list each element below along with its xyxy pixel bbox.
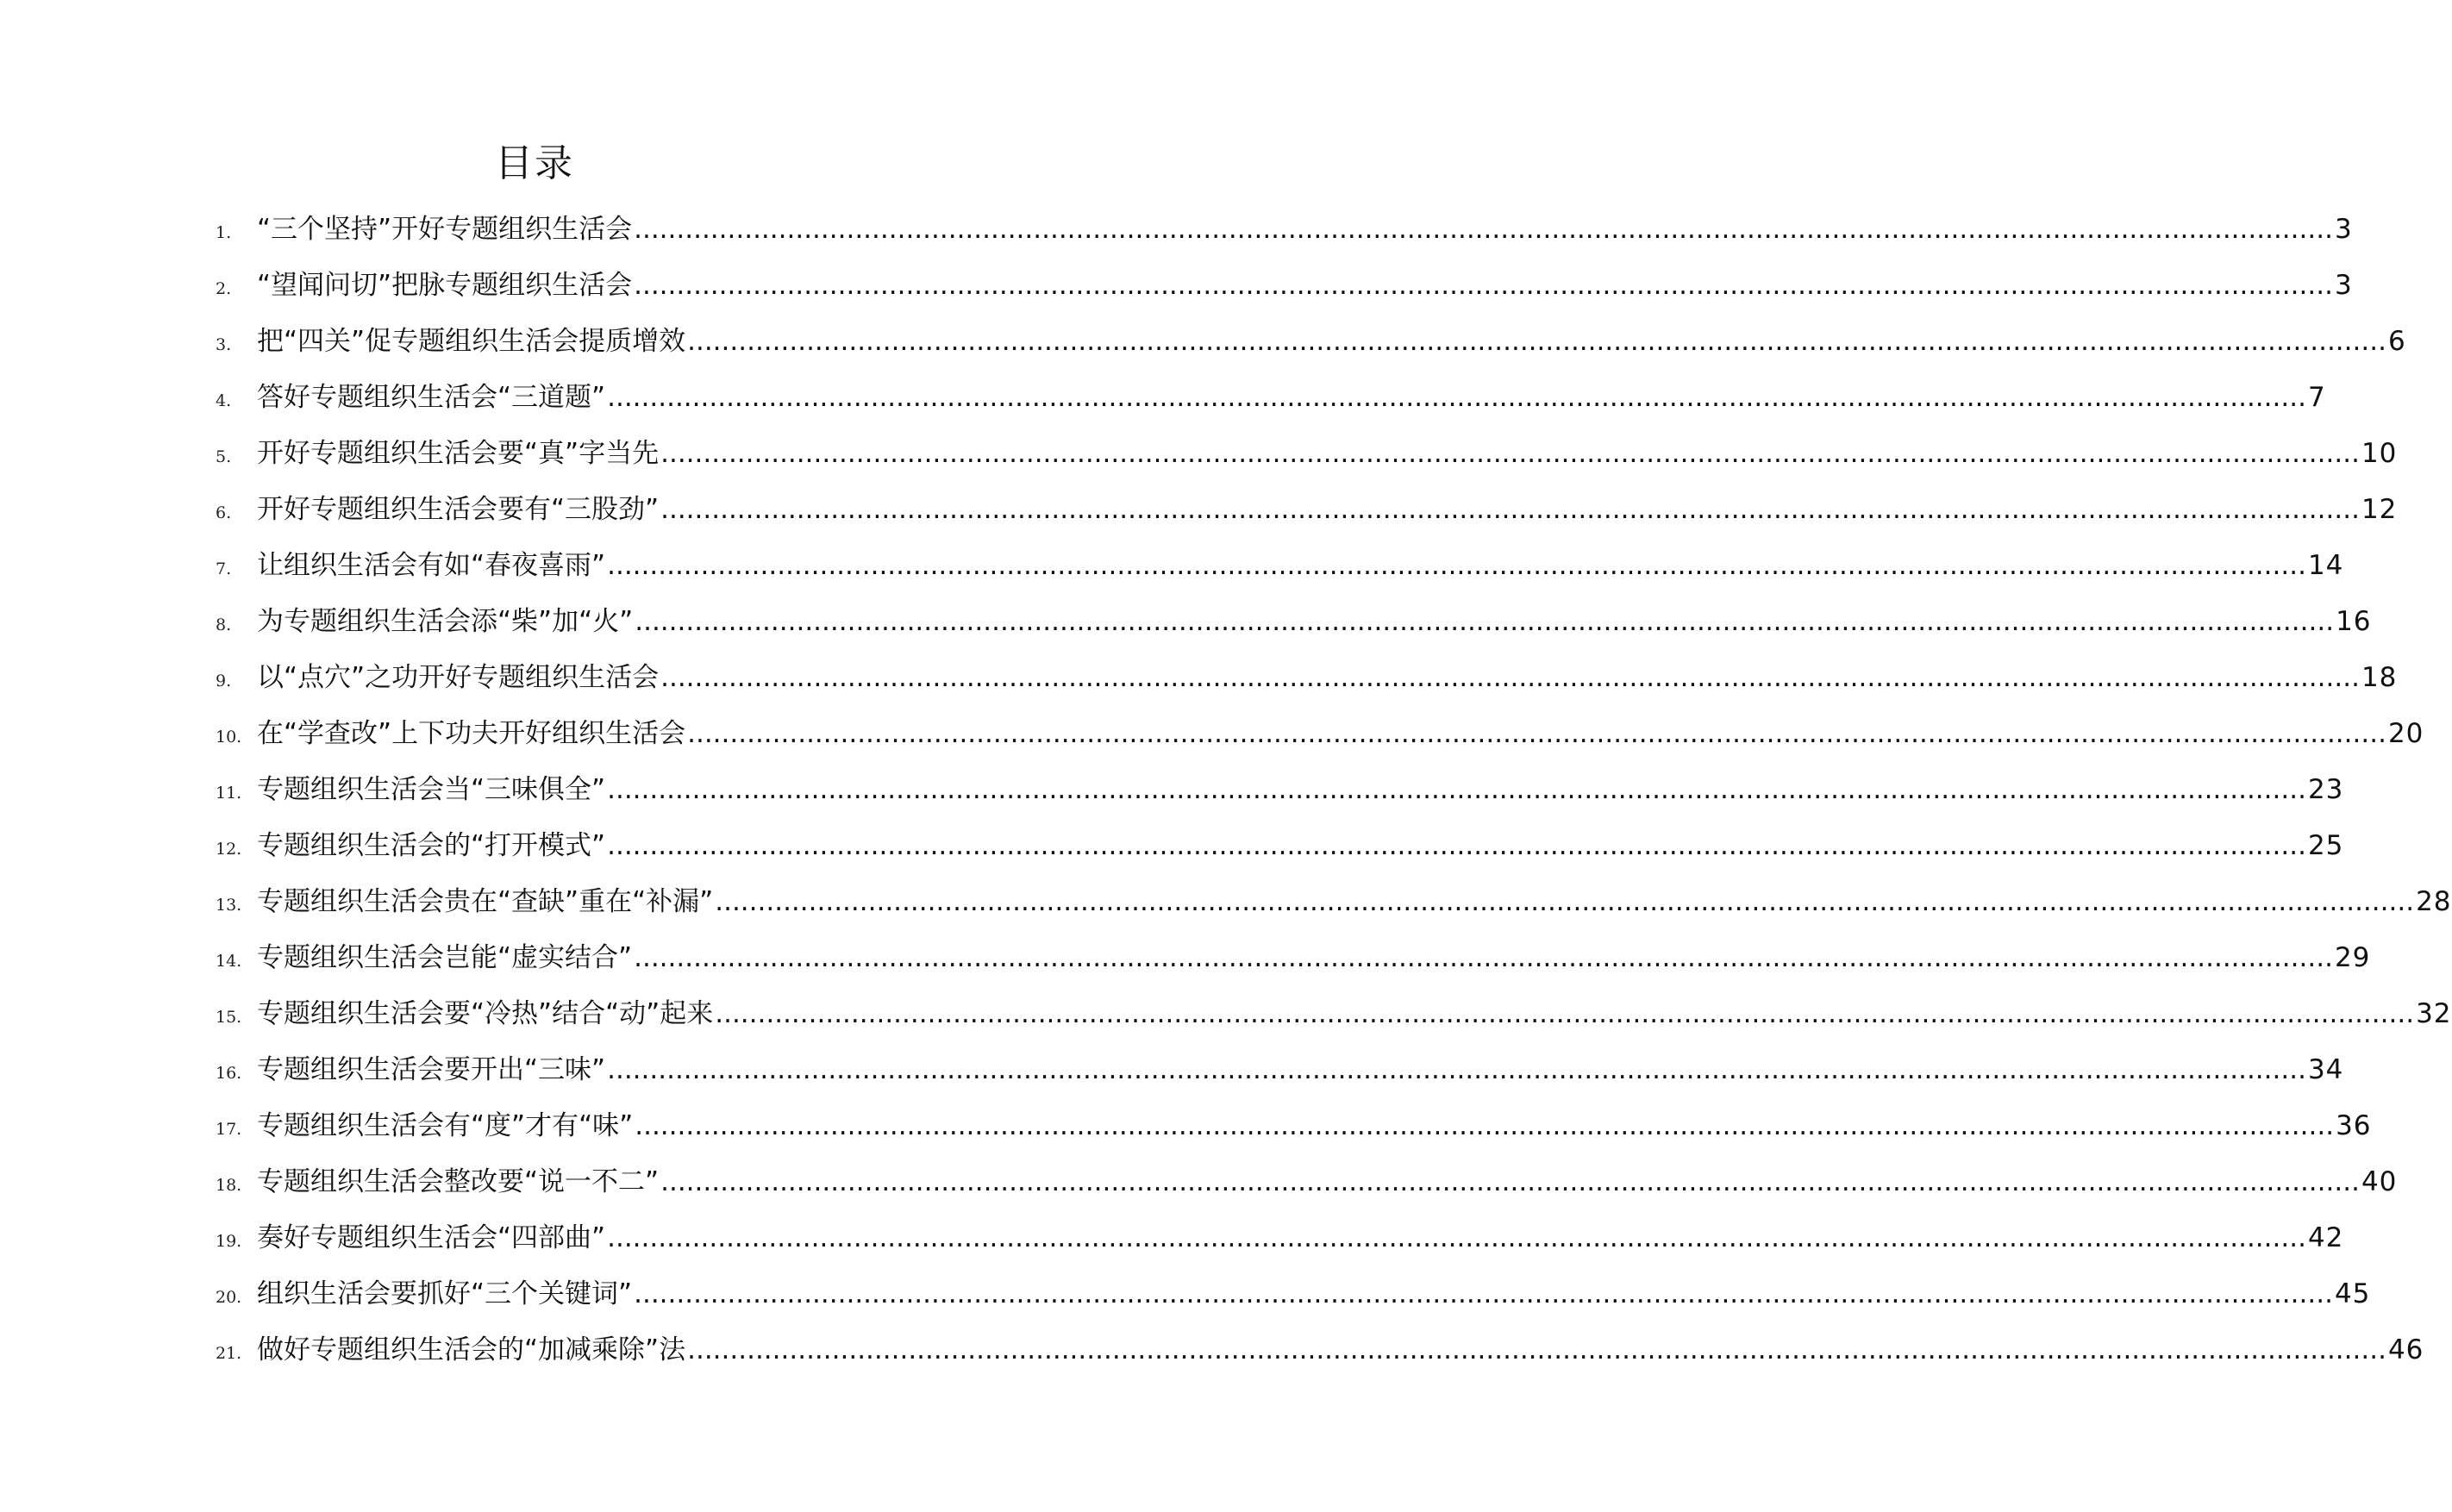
toc-entry-page-number: 3 bbox=[2334, 270, 2353, 301]
toc-entry-number: 11. bbox=[216, 784, 242, 803]
toc-entry-title: 在“学查改”上下功夫开好组织生活会 bbox=[257, 718, 686, 749]
toc-entry-title: “三个坚持”开好专题组织生活会 bbox=[257, 214, 633, 245]
toc-entry-page-number: 25 bbox=[2307, 830, 2344, 861]
toc-entry-number: 18. bbox=[216, 1176, 242, 1195]
toc-entry[interactable] bbox=[216, 202, 2353, 258]
toc-entry-page-number: 28 bbox=[2416, 886, 2452, 917]
toc-entry-number: 9. bbox=[216, 672, 232, 690]
toc-dot-leader: ........................................................................................................................................................................................................ bbox=[635, 1110, 2335, 1141]
toc-entry-title: 做好专题组织生活会的“加减乘除”法 bbox=[257, 1334, 686, 1365]
toc-entry-page-number: 14 bbox=[2307, 550, 2344, 581]
toc-entry-number: 8. bbox=[216, 615, 232, 634]
toc-entry-page-number: 16 bbox=[2336, 606, 2372, 637]
toc-entry[interactable] bbox=[216, 818, 2344, 874]
toc-entry-page-number: 29 bbox=[2334, 942, 2371, 973]
toc-entry-number: 12. bbox=[216, 840, 242, 859]
toc-dot-leader: ........................................................................................................................................................................................................ bbox=[660, 662, 2360, 693]
toc-entry-number: 2. bbox=[216, 279, 232, 298]
toc-entry[interactable] bbox=[216, 762, 2344, 818]
toc-entry-title: 答好专题组织生活会“三道题” bbox=[257, 382, 606, 413]
toc-entry-title: 让组织生活会有如“春夜喜雨” bbox=[257, 550, 606, 581]
toc-entry[interactable] bbox=[216, 1042, 2344, 1098]
toc-dot-leader: ........................................................................................................................................................................................................ bbox=[634, 1278, 2333, 1309]
toc-entry-page-number: 23 bbox=[2307, 774, 2344, 805]
toc-entry-number: 19. bbox=[216, 1232, 242, 1251]
toc-entry-number: 14. bbox=[216, 952, 242, 971]
toc-dot-leader: ........................................................................................................................................................................................................ bbox=[660, 494, 2360, 525]
toc-entry-number: 10. bbox=[216, 728, 242, 747]
toc-entry-number: 1. bbox=[216, 223, 232, 242]
toc-entry-number: 5. bbox=[216, 447, 232, 466]
toc-entry[interactable] bbox=[216, 930, 2371, 986]
toc-dot-leader: ........................................................................................................................................................................................................ bbox=[660, 1166, 2360, 1197]
toc-dot-leader: ........................................................................................................................................................................................................ bbox=[715, 886, 2415, 917]
toc-entry-page-number: 45 bbox=[2334, 1278, 2371, 1309]
toc-entry-title: 专题组织生活会整改要“说一不二” bbox=[257, 1166, 660, 1197]
toc-dot-leader: ........................................................................................................................................................................................................ bbox=[634, 214, 2333, 245]
toc-dot-leader: ........................................................................................................................................................................................................ bbox=[607, 774, 2306, 805]
toc-entry-number: 21. bbox=[216, 1344, 242, 1363]
toc-entry-title: 组织生活会要抓好“三个关键词” bbox=[257, 1278, 633, 1309]
toc-entry-title: 专题组织生活会贵在“查缺”重在“补漏” bbox=[257, 886, 714, 917]
toc-entry-page-number: 46 bbox=[2387, 1334, 2424, 1365]
toc-entry-page-number: 3 bbox=[2334, 214, 2353, 245]
toc-entry[interactable] bbox=[216, 1098, 2372, 1154]
toc-entry-page-number: 40 bbox=[2361, 1166, 2398, 1197]
toc-entry-title: 开好专题组织生活会要有“三股劲” bbox=[257, 494, 660, 525]
toc-entry-page-number: 6 bbox=[2387, 326, 2406, 357]
toc-entry-number: 4. bbox=[216, 391, 232, 410]
toc-entry-title: 专题组织生活会的“打开模式” bbox=[257, 830, 606, 861]
toc-dot-leader: ........................................................................................................................................................................................................ bbox=[715, 998, 2415, 1029]
toc-entry[interactable] bbox=[216, 482, 2398, 538]
toc-entry-number: 15. bbox=[216, 1008, 242, 1027]
toc-entry-title: 专题组织生活会当“三味俱全” bbox=[257, 774, 606, 805]
toc-entry[interactable] bbox=[216, 258, 2353, 314]
toc-dot-leader: ........................................................................................................................................................................................................ bbox=[607, 550, 2306, 581]
toc-entry-page-number: 32 bbox=[2416, 998, 2452, 1029]
toc-entry-number: 16. bbox=[216, 1064, 242, 1083]
toc-entry-title: 开好专题组织生活会要“真”字当先 bbox=[257, 438, 660, 469]
toc-entry-title: 专题组织生活会有“度”才有“味” bbox=[257, 1110, 634, 1141]
toc-entry-title: 以“点穴”之功开好专题组织生活会 bbox=[257, 662, 660, 693]
toc-entry-page-number: 34 bbox=[2307, 1054, 2344, 1085]
toc-dot-leader: ........................................................................................................................................................................................................ bbox=[607, 1222, 2306, 1253]
toc-entry[interactable] bbox=[216, 874, 2452, 930]
toc-dot-leader: ........................................................................................................................................................................................................ bbox=[687, 718, 2386, 749]
toc-dot-leader: ........................................................................................................................................................................................................ bbox=[635, 606, 2335, 637]
toc-entry[interactable] bbox=[216, 650, 2398, 706]
toc-entry-title: 奏好专题组织生活会“四部曲” bbox=[257, 1222, 606, 1253]
toc-entry[interactable] bbox=[216, 1154, 2398, 1210]
toc-entry-number: 13. bbox=[216, 896, 242, 915]
toc-entry-title: 专题组织生活会要“冷热”结合“动”起来 bbox=[257, 998, 714, 1029]
toc-dot-leader: ........................................................................................................................................................................................................ bbox=[634, 270, 2333, 301]
toc-entry[interactable] bbox=[216, 1266, 2371, 1322]
toc-entry-number: 3. bbox=[216, 335, 232, 354]
toc-title: 目录 bbox=[495, 141, 574, 185]
toc-entry-title: “望闻问切”把脉专题组织生活会 bbox=[257, 270, 633, 301]
toc-dot-leader: ........................................................................................................................................................................................................ bbox=[634, 942, 2333, 973]
toc-entry[interactable] bbox=[216, 594, 2372, 650]
toc-entry[interactable] bbox=[216, 706, 2424, 762]
toc-entry[interactable] bbox=[216, 538, 2344, 594]
toc-dot-leader: ........................................................................................................................................................................................................ bbox=[607, 1054, 2306, 1085]
toc-entry-number: 6. bbox=[216, 503, 232, 522]
toc-entry[interactable] bbox=[216, 314, 2406, 370]
toc-entry[interactable] bbox=[216, 1210, 2344, 1266]
toc-entry-number: 7. bbox=[216, 559, 232, 578]
toc-dot-leader: ........................................................................................................................................................................................................ bbox=[660, 438, 2360, 469]
toc-entry-title: 把“四关”促专题组织生活会提质增效 bbox=[257, 326, 686, 357]
toc-list bbox=[216, 202, 2452, 1378]
toc-dot-leader: ........................................................................................................................................................................................................ bbox=[607, 830, 2306, 861]
toc-entry[interactable] bbox=[216, 1322, 2424, 1378]
toc-entry-title: 专题组织生活会要开出“三味” bbox=[257, 1054, 606, 1085]
toc-dot-leader: ........................................................................................................................................................................................................ bbox=[607, 382, 2306, 413]
toc-entry-title: 专题组织生活会岂能“虚实结合” bbox=[257, 942, 633, 973]
toc-entry-page-number: 36 bbox=[2336, 1110, 2372, 1141]
toc-entry-number: 20. bbox=[216, 1288, 242, 1307]
toc-entry-page-number: 18 bbox=[2361, 662, 2398, 693]
toc-entry-title: 为专题组织生活会添“柴”加“火” bbox=[257, 606, 634, 637]
toc-dot-leader: ........................................................................................................................................................................................................ bbox=[687, 1334, 2386, 1365]
toc-entry-page-number: 20 bbox=[2387, 718, 2424, 749]
toc-entry[interactable] bbox=[216, 986, 2452, 1042]
toc-entry[interactable] bbox=[216, 426, 2398, 482]
toc-entry-page-number: 42 bbox=[2307, 1222, 2344, 1253]
toc-entry-page-number: 10 bbox=[2361, 438, 2398, 469]
toc-entry-number: 17. bbox=[216, 1120, 242, 1139]
toc-entry-page-number: 12 bbox=[2361, 494, 2398, 525]
toc-entry-page-number: 7 bbox=[2307, 382, 2326, 413]
toc-dot-leader: ........................................................................................................................................................................................................ bbox=[687, 326, 2386, 357]
toc-entry[interactable] bbox=[216, 370, 2326, 426]
